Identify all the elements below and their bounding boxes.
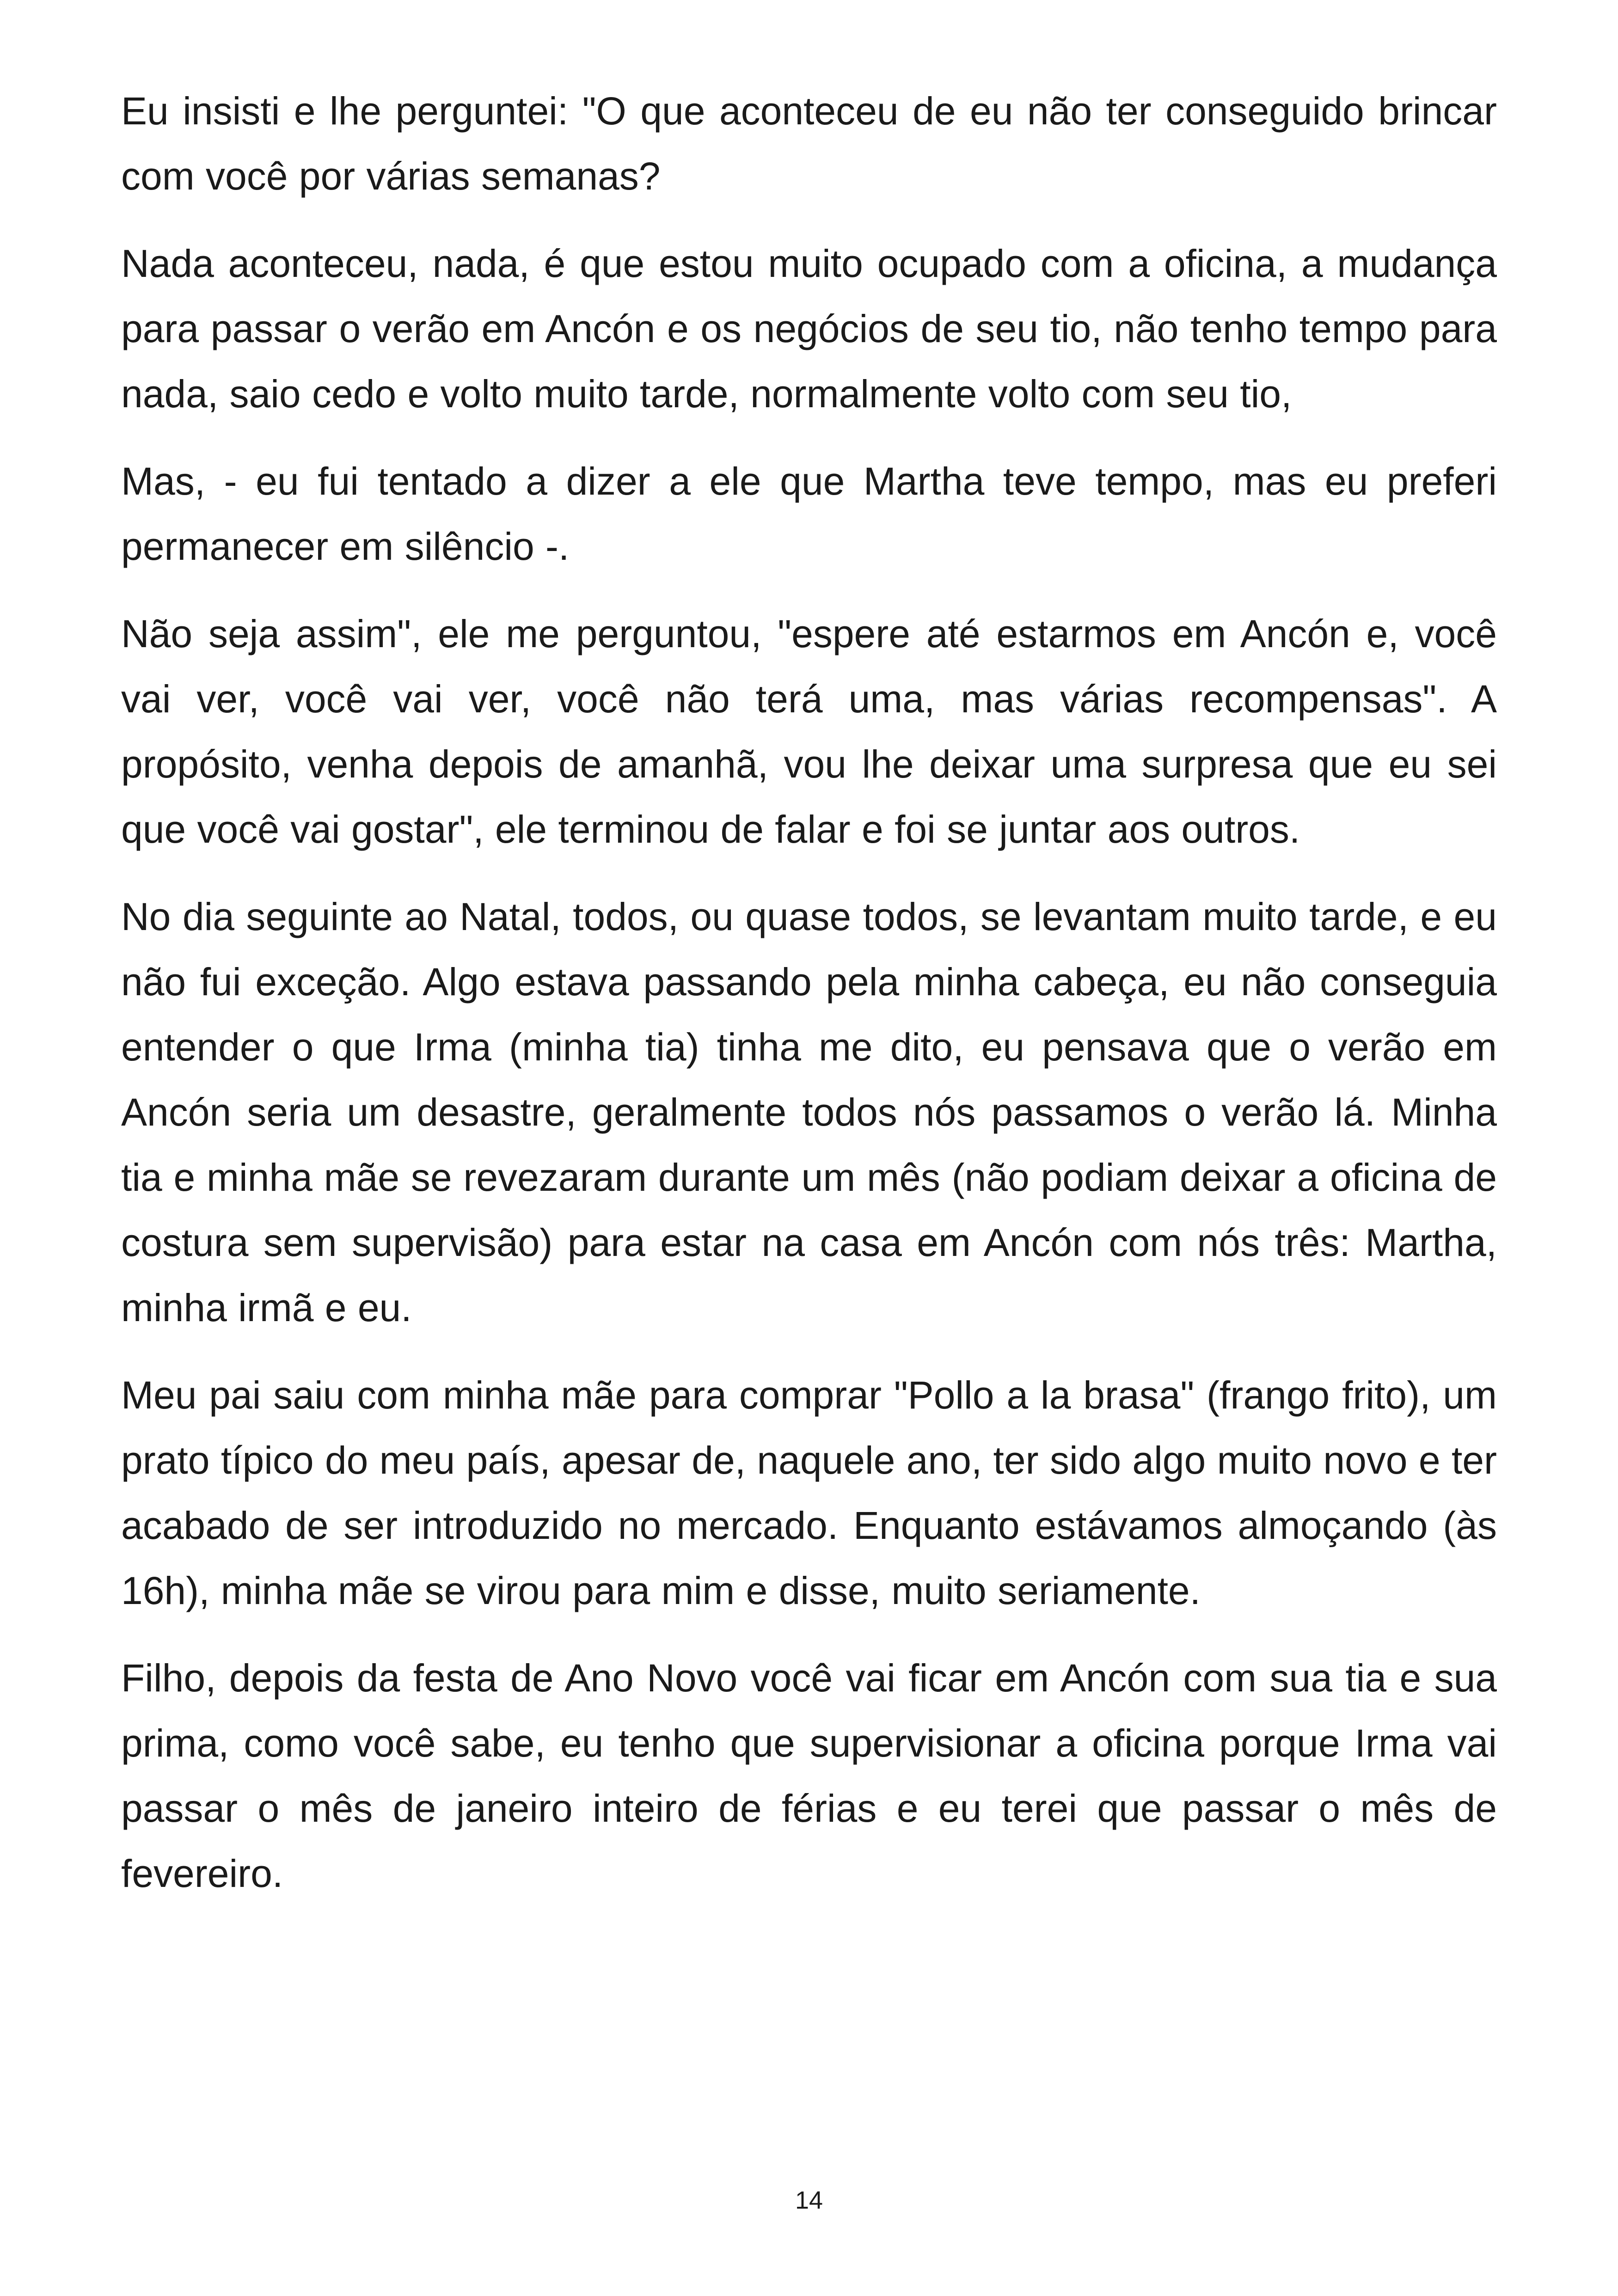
paragraph: Mas, - eu fui tentado a dizer a ele que Martha teve tempo, mas eu preferi permanecer em silêncio -. bbox=[121, 459, 1497, 568]
paragraph: Filho, depois da festa de Ano Novo você vai ficar em Ancón com sua tia e sua prima, como você sabe, eu tenho que supervisionar a oficina porque Irma vai passar o mês de janeiro inteiro de férias e eu terei que passar o mês de fevereiro. bbox=[121, 1656, 1497, 1895]
paragraph: Não seja assim", ele me perguntou, "espere até estarmos em Ancón e, você vai ver, você vai ver, você não terá uma, mas várias recompensas". A propósito, venha depois de amanhã, vou lhe deixar uma surpresa que eu sei que você vai gostar", ele terminou de falar e foi se juntar aos outros. bbox=[121, 612, 1497, 851]
paragraph: No dia seguinte ao Natal, todos, ou quase todos, se levantam muito tarde, e eu não fui exceção. Algo estava passando pela minha cabeça, eu não conseguia entender o que Irma (minha tia) tinha me dito, eu pensava que o verão em Ancón seria um desastre, geralmente todos nós passamos o verão lá. Minha tia e minha mãe se revezaram durante um mês (não podiam deixar a oficina de costura sem supervisão) para estar na casa em Ancón com nós três: Martha, minha irmã e eu. bbox=[121, 895, 1497, 1329]
paragraph: Nada aconteceu, nada, é que estou muito ocupado com a oficina, a mudança para passar o verão em Ancón e os negócios de seu tio, não tenho tempo para nada, saio cedo e volto muito tarde, normalmente volto com seu tio, bbox=[121, 242, 1497, 416]
paragraph: Eu insisti e lhe perguntei: "O que aconteceu de eu não ter conseguido brincar com você por várias semanas? bbox=[121, 89, 1497, 198]
body-text bbox=[121, 79, 1497, 1929]
paragraph: Meu pai saiu com minha mãe para comprar "Pollo a la brasa" (frango frito), um prato típico do meu país, apesar de, naquele ano, ter sido algo muito novo e ter acabado de ser introduzido no mercado. Enquanto estávamos almoçando (às 16h), minha mãe se virou para mim e disse, muito seriamente. bbox=[121, 1373, 1497, 1612]
page-number: 14 bbox=[795, 2186, 823, 2214]
